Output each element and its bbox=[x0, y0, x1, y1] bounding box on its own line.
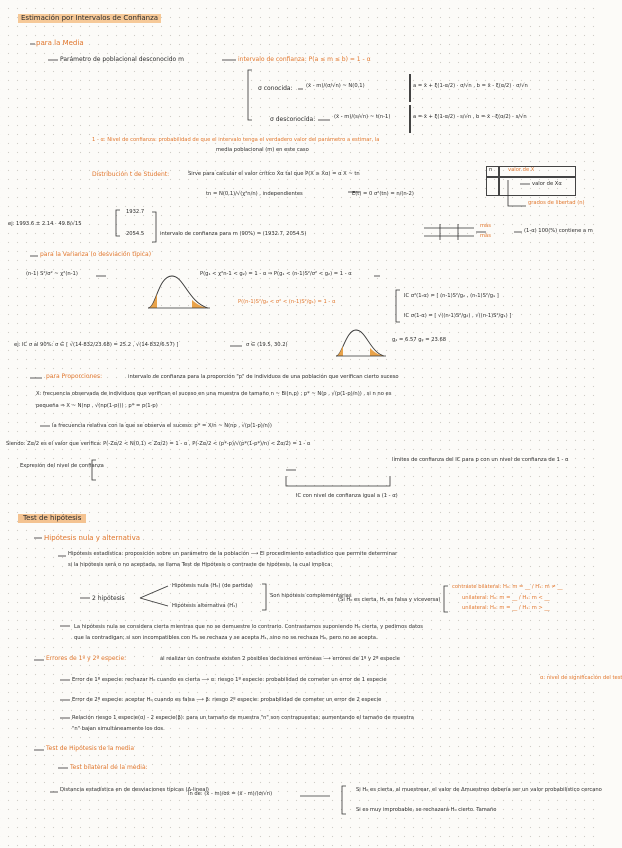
prop-ic: IC con nivel de confianza igual a (1 - α) bbox=[296, 493, 398, 499]
t-ratio: (x̄ - m)/(s/√n) ~ t(n-1) bbox=[334, 114, 391, 120]
param-text: Parámetro de poblacional desconocido m bbox=[60, 56, 184, 63]
varianza-heading: para la Varianza (o desviación típica) bbox=[40, 251, 152, 258]
sigma-unknown-label: σ desconocida: bbox=[270, 116, 316, 123]
stat-text: Hipótesis estadística: proposición sobre un parámetro de la población ⟶ El procedimiento estadístico que permite determinar bbox=[68, 551, 398, 557]
error2-text: Error de 2º especie: aceptar H₀ cuando es falsa ⟶ β: riesgo 2º especie: probabilidad de cometer un error de 2 especie bbox=[72, 697, 382, 703]
error1-text: Error de 1º especie: rechazar H₀ cuando es cierta ⟶ α: riesgo 1º especie: probabilidad de cometer un error de 1 especie bbox=[72, 677, 387, 683]
confidence-text-2: media poblacional (m) en este caso bbox=[216, 147, 309, 153]
example2-result: σ ∈ (19.5, 30.2) bbox=[246, 342, 288, 348]
sigma-unknown-formula: a = x̄ + ξ(1-α/2) · s/√n , b = x̄ - ξ(α/2) · s/√n bbox=[413, 114, 527, 120]
chi2-example-curve bbox=[336, 330, 386, 356]
hipotesis-label: 2 hipótesis bbox=[92, 595, 125, 602]
valores-text: Si H₀ es cierta, al muestrear, el valor de Δmuestreo debería ser un valor probabilístico cercano bbox=[356, 787, 602, 793]
student-text: Sirve para calcular el valor crítico Xα tal que P(X ≥ Xα) = α X ~ tn bbox=[188, 171, 360, 177]
distancia-formula: in de: (x̄ - m)/σx̄ = (x̄ - m)/(σ/√n) bbox=[188, 791, 273, 797]
complementarias: Son hipótesis complementarias bbox=[270, 593, 352, 599]
stat-text-2: si la hipótesis será o no aceptada, se llama Test de Hipótesis o contraste de hipótesis, la cual implica: bbox=[68, 562, 333, 568]
example-right: (1-α) 100(%) contiene a m bbox=[524, 228, 593, 234]
prop-x2: pequeña ⇒ X ~ N(np , √(np(1-p))) , p* = p(1-p) bbox=[36, 403, 158, 409]
example2-right: g₁ = 6.57 g₂ = 23.68 bbox=[392, 337, 447, 343]
student-dist: tn = N(0,1)/√(χ²n/n) , independientes bbox=[206, 191, 303, 197]
prop-expr: Expresión del nivel de confianza bbox=[20, 463, 104, 469]
interval-label: intervalo de confianza: P(a ≤ m ≤ b) = 1 - α bbox=[238, 56, 371, 63]
bracket bbox=[92, 460, 96, 480]
bracket bbox=[116, 210, 120, 236]
confidence-text: 1 - α: Nivel de confianza: probabilidad de que el intervalo tenga el verdadero valor del parámetro a estimar, la bbox=[92, 137, 380, 143]
t-table-note: valor de Xα bbox=[532, 181, 562, 187]
media-heading: para la Media bbox=[36, 39, 84, 47]
chi-ineq: P((n-1)S²/g₂ < σ² < (n-1)S²/g₁) = 1 - α bbox=[238, 299, 336, 305]
errores-text: al realizar un contraste existen 2 posibles decisiones erróneas ⟶ errores de 1º y 2º especie bbox=[160, 656, 400, 662]
h1-label: Hipótesis alternativa (H₁) bbox=[172, 603, 238, 609]
example-down: 2054.5 bbox=[126, 231, 145, 237]
nula-text-2: que la contradigan; si son incompatibles con H₀ se rechaza y se acepta H₁, sino no se rechaza H₀, pero no se acepta. bbox=[74, 635, 378, 641]
sigma-known-formula: a = x̄ + ξ(1-α/2) · σ/√n , b = x̄ - ξ(α/2) · σ/√n bbox=[413, 83, 528, 89]
prop-x: X: frecuencia observada de individuos que verifican el suceso en una muestra de tamaño n ~ Bi(n,p) ; p* ~ N(p , √(p(1-p)/n)) , si n no es bbox=[36, 391, 392, 397]
student-heading: Distribución t de Student: bbox=[92, 171, 170, 178]
grados-label: grados de libertad (n) bbox=[528, 200, 585, 206]
bracket bbox=[152, 212, 156, 242]
bilateral-test-heading: Test bilateral de la media: bbox=[70, 764, 148, 771]
example-mas-2: más bbox=[480, 233, 491, 239]
distancia-text: Distancia estadística en de desviaciones típicas (Δ-lineal) bbox=[60, 787, 209, 793]
relacion-text-2: "n" bajan simultáneamente los dos. bbox=[72, 726, 165, 732]
section-title-test: Test de hipótesis bbox=[18, 514, 86, 523]
section-title-intervals: Estimación por Intervalos de Confianza bbox=[18, 14, 161, 23]
bracket bbox=[444, 586, 448, 612]
unilateral1-label: unilateral: H₀: m = __ / H₁: m < __ bbox=[462, 595, 550, 601]
example-interval: intervalo de confianza para m (90%) = (1932.7, 2054.5) bbox=[160, 231, 307, 237]
bracket bbox=[286, 476, 390, 486]
unilateral2-label: unilateral: H₀: m = __ / H₁: m > __ bbox=[462, 605, 550, 611]
errores-heading: Errores de 1º y 2º especie: bbox=[46, 655, 127, 662]
sigma-known-label: σ conocida: bbox=[258, 85, 293, 92]
media-test-heading: Test de Hipótesis de la media bbox=[46, 745, 135, 752]
prop-text: intervalo de confianza para la proporción "p" de individuos de una población que verifican cierto suceso bbox=[128, 374, 399, 380]
t-table-n: n bbox=[489, 167, 493, 173]
relacion-text: Relación riesgo 1 especie(α) - 2 especie(β): para un tamaño de muestra "n" son contrapuestas; aumentando el tamaño de muestra bbox=[72, 715, 414, 721]
bilateral-label: contraste bilateral: H₀: m = __ / H₁: m ≠ __ bbox=[452, 584, 563, 590]
valores-text-2: Si es muy improbable, se rechazará H₀ cierto. Tamaño bbox=[356, 807, 497, 813]
example2: ej: IC σ al 90%: σ ∈ [ √(14·832/23.68) = 25.2 , √(14·832/6.57) ] bbox=[14, 342, 179, 348]
normal-ratio: (x̄ - m)/(σ/√n) ~ N(0,1) bbox=[306, 83, 365, 89]
bracket bbox=[396, 290, 400, 322]
nivel-label: α: nivel de significación del test bbox=[540, 675, 622, 681]
prop-heading: para Proporciones: bbox=[46, 373, 103, 380]
bracket bbox=[248, 70, 252, 120]
chi2-curve bbox=[148, 276, 210, 308]
example-h: (Si H₀ es cierta, H₁ es falsa y viceversa) bbox=[338, 597, 441, 603]
example-left: ej: 1993.6 ± 2.14 · 49.8/√15 bbox=[8, 221, 82, 227]
example-up: 1932.7 bbox=[126, 209, 145, 215]
prop-freq: la frecuencia relativa con la que se observa el suceso: p* = X/n ~ N(np , √(p(1-p)/n)) bbox=[52, 423, 272, 429]
nula-heading: Hipótesis nula y alternativa bbox=[44, 534, 141, 542]
nula-text: La hipótesis nula se considera cierta mientras que no se demuestre lo contrario. Contrastamos suponiendo H₀ cierta, y pedimos datos bbox=[74, 624, 424, 630]
h0-label: Hipótesis nula (H₀) (de partida) bbox=[172, 583, 253, 589]
chi-formula: (n-1) S²/σ² ~ χ²(n-1) bbox=[26, 271, 78, 277]
bracket bbox=[342, 786, 346, 814]
chi-prob: P(g₁ < χ²n-1 < g₂) = 1 - α ⇒ P(g₁ < (n-1)S²/σ² < g₂) = 1 - α bbox=[200, 271, 352, 277]
t-table-val: valor de X bbox=[508, 167, 535, 173]
ic-var: IC σ²(1-α) = [ (n-1)S²/g₂ , (n-1)S²/g₁ ] bbox=[404, 293, 499, 299]
prop-limits: límites de confianza del IC para p con un nivel de confianza de 1 - α bbox=[392, 457, 569, 463]
bracket bbox=[262, 584, 266, 610]
branch-line bbox=[140, 586, 168, 598]
student-var: E(t) = 0 σ²(tn) = n/(n-2) bbox=[352, 191, 414, 197]
ic-sd: IC σ(1-α) = [ √((n-1)S²/g₂) , √((n-1)S²/g₁) ] bbox=[404, 313, 512, 319]
example-mas-1: más bbox=[480, 223, 491, 229]
branch-line bbox=[140, 598, 168, 606]
prop-siendo: Siendo: Zα/2 es el valor que verifica: P(-Zα/2 < N(0,1) < Zα/2) = 1 - α , P(-Zα/2 < (p*-p)/√(p*(1-p*)/n) < Zα/2) = 1 - α bbox=[6, 441, 311, 447]
